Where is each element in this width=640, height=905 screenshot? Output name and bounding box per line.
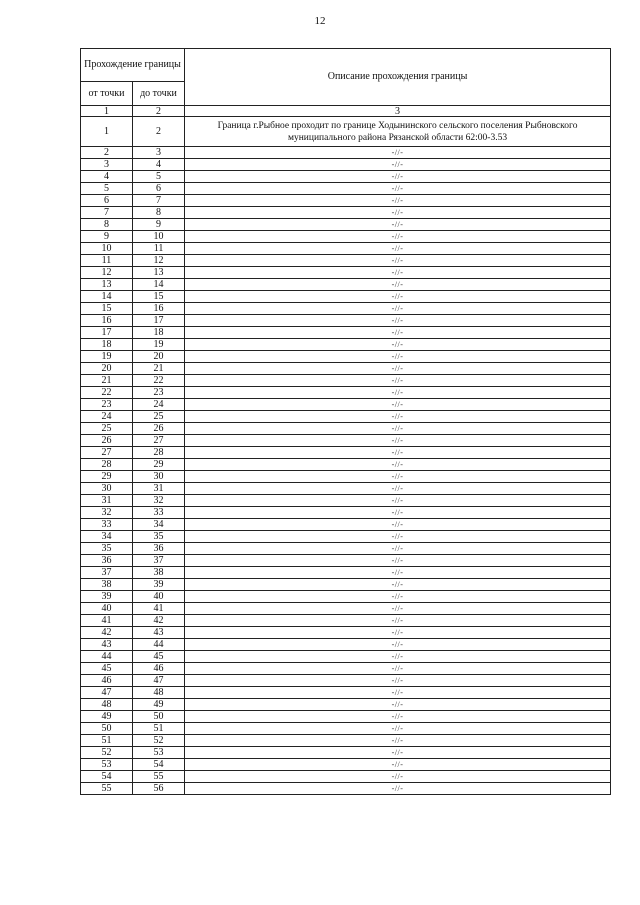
from-point-cell: 40 <box>81 603 133 615</box>
to-point-cell: 55 <box>133 771 185 783</box>
description-cell: -//- <box>185 591 611 603</box>
table-row <box>81 747 611 759</box>
description-cell: -//- <box>185 411 611 423</box>
table-row <box>81 771 611 783</box>
from-point-cell: 17 <box>81 327 133 339</box>
description-cell: -//- <box>185 255 611 267</box>
from-point-cell: 32 <box>81 507 133 519</box>
table-row <box>81 231 611 243</box>
from-point-cell: 27 <box>81 447 133 459</box>
table-row <box>81 495 611 507</box>
description-cell: -//- <box>185 531 611 543</box>
table-row <box>81 723 611 735</box>
table-row <box>81 699 611 711</box>
table-row <box>81 117 611 147</box>
from-point-cell: 44 <box>81 651 133 663</box>
to-point-cell: 9 <box>133 219 185 231</box>
to-point-cell: 17 <box>133 315 185 327</box>
to-point-cell: 43 <box>133 627 185 639</box>
description-cell: -//- <box>185 603 611 615</box>
from-point-cell: 22 <box>81 387 133 399</box>
from-point-cell: 36 <box>81 555 133 567</box>
description-cell: -//- <box>185 219 611 231</box>
to-point-cell: 37 <box>133 555 185 567</box>
description-cell: -//- <box>185 507 611 519</box>
description-cell: -//- <box>185 699 611 711</box>
description-cell: -//- <box>185 171 611 183</box>
description-cell: Граница г.Рыбное проходит по границе Ходынинского сельского поселения Рыбновского муниципального района Рязанской области 62:00-3.53 <box>185 117 611 147</box>
from-point-cell: 11 <box>81 255 133 267</box>
description-cell: -//- <box>185 639 611 651</box>
description-cell: -//- <box>185 399 611 411</box>
description-cell: -//- <box>185 747 611 759</box>
to-point-cell: 45 <box>133 651 185 663</box>
from-point-cell: 23 <box>81 399 133 411</box>
to-point-cell: 47 <box>133 675 185 687</box>
table-row <box>81 171 611 183</box>
table-row <box>81 183 611 195</box>
to-point-cell: 24 <box>133 399 185 411</box>
to-point-cell: 53 <box>133 747 185 759</box>
to-point-cell: 35 <box>133 531 185 543</box>
from-point-cell: 29 <box>81 471 133 483</box>
to-point-cell: 41 <box>133 603 185 615</box>
page-number: 12 <box>314 15 326 27</box>
description-cell: -//- <box>185 339 611 351</box>
description-cell: -//- <box>185 771 611 783</box>
to-point-cell: 10 <box>133 231 185 243</box>
table-row <box>81 447 611 459</box>
from-point-cell: 54 <box>81 771 133 783</box>
from-point-cell: 10 <box>81 243 133 255</box>
from-point-cell: 13 <box>81 279 133 291</box>
table-row <box>81 291 611 303</box>
table-row <box>81 783 611 795</box>
from-point-cell: 45 <box>81 663 133 675</box>
table-row <box>81 459 611 471</box>
description-cell: -//- <box>185 651 611 663</box>
column-index-row <box>81 106 611 117</box>
to-point-cell: 39 <box>133 579 185 591</box>
description-cell: -//- <box>185 495 611 507</box>
from-point-cell: 7 <box>81 207 133 219</box>
table-row <box>81 519 611 531</box>
table-row <box>81 351 611 363</box>
to-point-cell: 42 <box>133 615 185 627</box>
description-cell: -//- <box>185 459 611 471</box>
to-point-cell: 21 <box>133 363 185 375</box>
to-point-cell: 56 <box>133 783 185 795</box>
to-point-cell: 29 <box>133 459 185 471</box>
from-point-cell: 49 <box>81 711 133 723</box>
from-point-cell: 51 <box>81 735 133 747</box>
to-point-cell: 11 <box>133 243 185 255</box>
description-cell: -//- <box>185 519 611 531</box>
table-row <box>81 435 611 447</box>
to-point-cell: 54 <box>133 759 185 771</box>
table-body <box>81 106 611 795</box>
from-point-cell: 16 <box>81 315 133 327</box>
from-point-cell: 43 <box>81 639 133 651</box>
to-point-cell: 30 <box>133 471 185 483</box>
from-point-cell: 47 <box>81 687 133 699</box>
from-point-cell: 33 <box>81 519 133 531</box>
from-point-cell: 37 <box>81 567 133 579</box>
description-cell: -//- <box>185 303 611 315</box>
column-index-cell: 2 <box>133 106 185 117</box>
table-row <box>81 147 611 159</box>
to-point-cell: 8 <box>133 207 185 219</box>
description-cell: -//- <box>185 387 611 399</box>
table-row <box>81 531 611 543</box>
description-cell: -//- <box>185 735 611 747</box>
table-row <box>81 711 611 723</box>
table-row <box>81 279 611 291</box>
to-point-cell: 48 <box>133 687 185 699</box>
to-point-cell: 15 <box>133 291 185 303</box>
to-point-cell: 33 <box>133 507 185 519</box>
table-row <box>81 483 611 495</box>
to-point-cell: 49 <box>133 699 185 711</box>
from-point-cell: 52 <box>81 747 133 759</box>
from-point-cell: 24 <box>81 411 133 423</box>
to-point-cell: 31 <box>133 483 185 495</box>
from-point-cell: 42 <box>81 627 133 639</box>
from-point-cell: 34 <box>81 531 133 543</box>
table-row <box>81 159 611 171</box>
table-row <box>81 555 611 567</box>
description-cell: -//- <box>185 627 611 639</box>
from-point-cell: 9 <box>81 231 133 243</box>
table-row <box>81 411 611 423</box>
from-point-cell: 28 <box>81 459 133 471</box>
from-point-cell: 25 <box>81 423 133 435</box>
description-cell: -//- <box>185 567 611 579</box>
to-point-cell: 40 <box>133 591 185 603</box>
to-point-cell: 13 <box>133 267 185 279</box>
from-point-cell: 6 <box>81 195 133 207</box>
from-point-cell: 35 <box>81 543 133 555</box>
to-point-cell: 36 <box>133 543 185 555</box>
table-row <box>81 627 611 639</box>
table-row <box>81 651 611 663</box>
table-row <box>81 339 611 351</box>
from-point-cell: 20 <box>81 363 133 375</box>
description-cell: -//- <box>185 675 611 687</box>
to-point-cell: 25 <box>133 411 185 423</box>
description-cell: -//- <box>185 279 611 291</box>
to-point-cell: 20 <box>133 351 185 363</box>
description-cell: -//- <box>185 435 611 447</box>
to-point-cell: 2 <box>133 117 185 147</box>
to-point-cell: 46 <box>133 663 185 675</box>
table-row <box>81 267 611 279</box>
to-point-cell: 22 <box>133 375 185 387</box>
to-point-cell: 16 <box>133 303 185 315</box>
table-row <box>81 315 611 327</box>
description-cell: -//- <box>185 783 611 795</box>
from-point-header: от точки <box>81 82 133 106</box>
description-cell: -//- <box>185 207 611 219</box>
to-point-cell: 7 <box>133 195 185 207</box>
from-point-cell: 18 <box>81 339 133 351</box>
from-point-cell: 14 <box>81 291 133 303</box>
table-row <box>81 567 611 579</box>
table-row <box>81 243 611 255</box>
to-point-cell: 28 <box>133 447 185 459</box>
column-index-cell: 3 <box>185 106 611 117</box>
description-cell: -//- <box>185 267 611 279</box>
table-row <box>81 219 611 231</box>
table-row <box>81 471 611 483</box>
from-point-cell: 50 <box>81 723 133 735</box>
table-row <box>81 327 611 339</box>
description-cell: -//- <box>185 423 611 435</box>
from-point-cell: 41 <box>81 615 133 627</box>
to-point-cell: 50 <box>133 711 185 723</box>
table-row <box>81 579 611 591</box>
table-row <box>81 543 611 555</box>
to-point-cell: 19 <box>133 339 185 351</box>
from-point-cell: 5 <box>81 183 133 195</box>
table-row <box>81 255 611 267</box>
description-cell: -//- <box>185 687 611 699</box>
table-row <box>81 399 611 411</box>
description-cell: -//- <box>185 555 611 567</box>
description-cell: -//- <box>185 711 611 723</box>
to-point-cell: 27 <box>133 435 185 447</box>
table-row <box>81 639 611 651</box>
boundary-passage-header: Прохождение границы <box>81 49 185 82</box>
description-cell: -//- <box>185 195 611 207</box>
description-cell: -//- <box>185 315 611 327</box>
from-point-cell: 55 <box>81 783 133 795</box>
table-row <box>81 363 611 375</box>
boundary-table <box>80 48 611 795</box>
description-cell: -//- <box>185 615 611 627</box>
description-cell: -//- <box>185 231 611 243</box>
to-point-cell: 32 <box>133 495 185 507</box>
from-point-cell: 31 <box>81 495 133 507</box>
table-row <box>81 663 611 675</box>
to-point-cell: 3 <box>133 147 185 159</box>
to-point-cell: 51 <box>133 723 185 735</box>
column-index-cell: 1 <box>81 106 133 117</box>
table-row <box>81 759 611 771</box>
table-row <box>81 675 611 687</box>
to-point-cell: 5 <box>133 171 185 183</box>
description-cell: -//- <box>185 543 611 555</box>
from-point-cell: 46 <box>81 675 133 687</box>
from-point-cell: 48 <box>81 699 133 711</box>
from-point-cell: 8 <box>81 219 133 231</box>
from-point-cell: 15 <box>81 303 133 315</box>
description-cell: -//- <box>185 663 611 675</box>
table-row <box>81 507 611 519</box>
from-point-cell: 53 <box>81 759 133 771</box>
to-point-cell: 18 <box>133 327 185 339</box>
table-row <box>81 687 611 699</box>
from-point-cell: 4 <box>81 171 133 183</box>
description-cell: -//- <box>185 375 611 387</box>
table-row <box>81 207 611 219</box>
description-cell: -//- <box>185 579 611 591</box>
from-point-cell: 38 <box>81 579 133 591</box>
table-row <box>81 423 611 435</box>
from-point-cell: 26 <box>81 435 133 447</box>
description-cell: -//- <box>185 447 611 459</box>
table-row <box>81 195 611 207</box>
to-point-header: до точки <box>133 82 185 106</box>
description-cell: -//- <box>185 759 611 771</box>
from-point-cell: 2 <box>81 147 133 159</box>
description-cell: -//- <box>185 483 611 495</box>
to-point-cell: 23 <box>133 387 185 399</box>
table-row <box>81 387 611 399</box>
to-point-cell: 38 <box>133 567 185 579</box>
to-point-cell: 44 <box>133 639 185 651</box>
table-row <box>81 375 611 387</box>
description-header: Описание прохождения границы <box>185 49 611 106</box>
from-point-cell: 19 <box>81 351 133 363</box>
from-point-cell: 30 <box>81 483 133 495</box>
from-point-cell: 21 <box>81 375 133 387</box>
to-point-cell: 4 <box>133 159 185 171</box>
table-row <box>81 615 611 627</box>
description-cell: -//- <box>185 159 611 171</box>
description-cell: -//- <box>185 147 611 159</box>
from-point-cell: 39 <box>81 591 133 603</box>
description-cell: -//- <box>185 243 611 255</box>
to-point-cell: 26 <box>133 423 185 435</box>
description-cell: -//- <box>185 327 611 339</box>
from-point-cell: 1 <box>81 117 133 147</box>
from-point-cell: 12 <box>81 267 133 279</box>
to-point-cell: 6 <box>133 183 185 195</box>
table-row <box>81 591 611 603</box>
from-point-cell: 3 <box>81 159 133 171</box>
description-cell: -//- <box>185 291 611 303</box>
to-point-cell: 14 <box>133 279 185 291</box>
table-row <box>81 303 611 315</box>
table-row <box>81 603 611 615</box>
table-row <box>81 735 611 747</box>
description-cell: -//- <box>185 351 611 363</box>
description-cell: -//- <box>185 363 611 375</box>
description-cell: -//- <box>185 723 611 735</box>
description-cell: -//- <box>185 471 611 483</box>
description-cell: -//- <box>185 183 611 195</box>
to-point-cell: 12 <box>133 255 185 267</box>
to-point-cell: 52 <box>133 735 185 747</box>
to-point-cell: 34 <box>133 519 185 531</box>
